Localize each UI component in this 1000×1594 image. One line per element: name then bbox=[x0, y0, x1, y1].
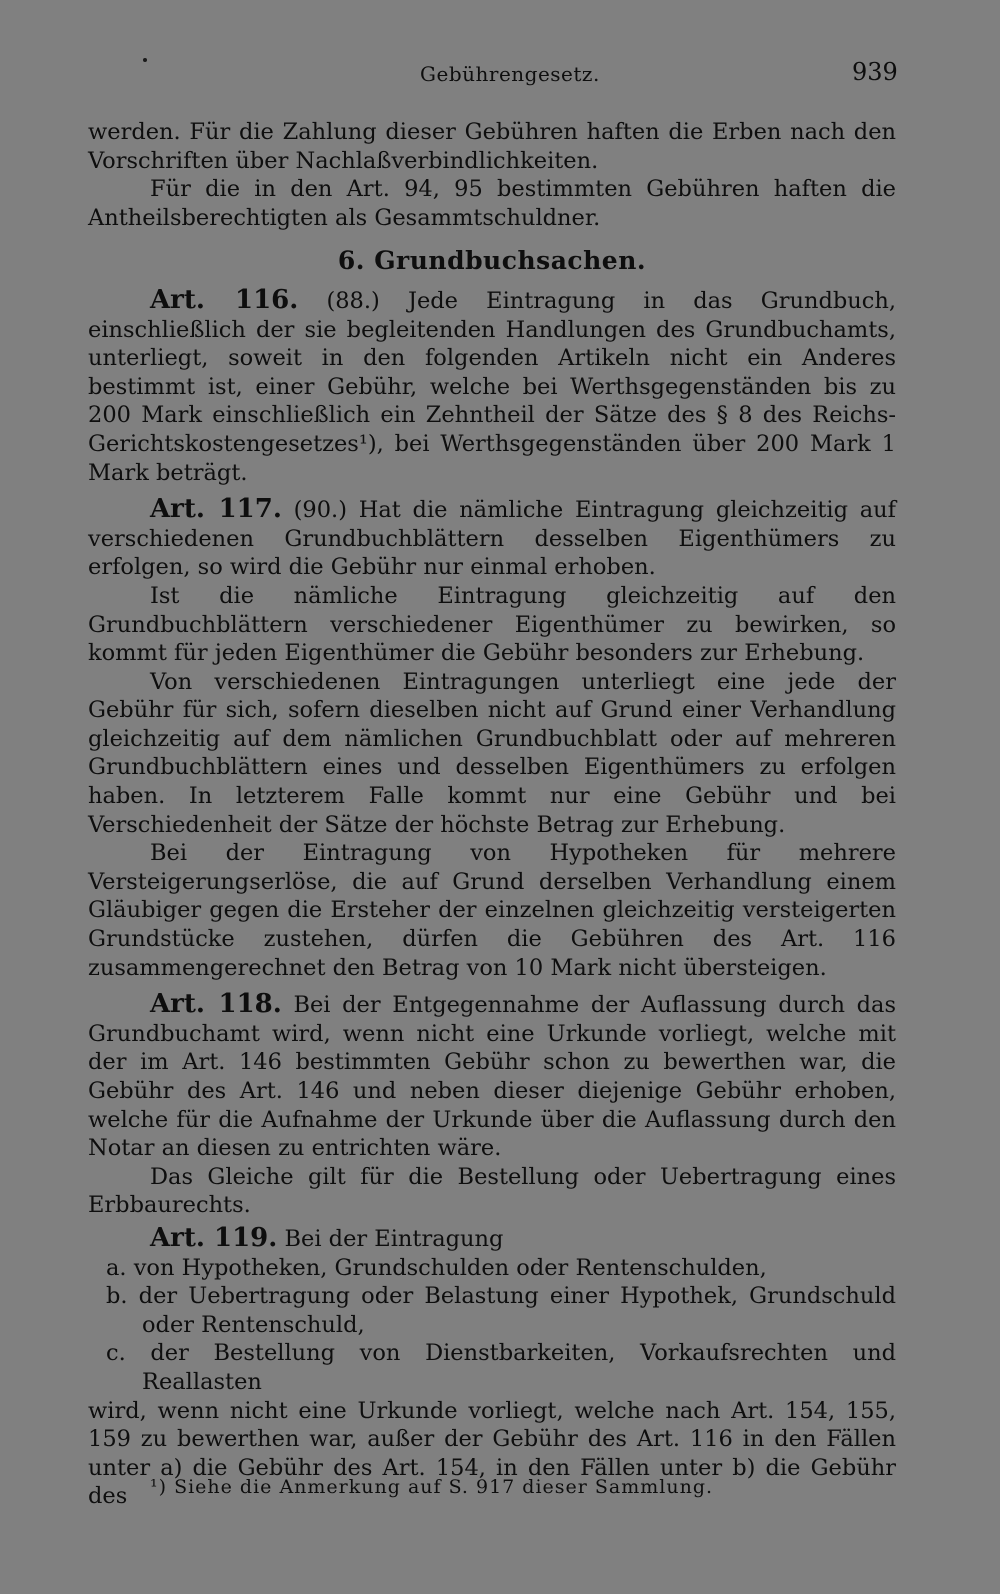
article-117-paragraph-2: Ist die nämliche Eintragung gleichzeitig auf den Grundbuchblättern verschiedener Eigenthümer zu bewirken, so kommt für jeden Eigenthümer die Gebühr besonders zur Erhebung. bbox=[88, 582, 896, 667]
article-117 bbox=[88, 495, 896, 582]
article-117-label: Art. 117. bbox=[150, 494, 282, 525]
article-117-paragraph-3: Von verschiedenen Eintragungen unterliegt eine jede der Gebühr für sich, sofern dieselben nicht auf Grund einer Verhandlung gleichzeitig auf dem nämlichen Grundbuchblatt oder auf mehreren Grundbuchblättern eines und desselben Eigenthümers zu erfolgen haben. In letzterem Falle kommt nur eine Gebühr und bei Verschiedenheit der Sätze der höchste Betrag zur Erhebung. bbox=[88, 668, 896, 838]
page-number: 939 bbox=[852, 58, 898, 86]
article-117-paragraph-4: Bei der Eintragung von Hypotheken für mehrere Versteigerungserlöse, die auf Grund derselben Verhandlung einem Gläubiger gegen die Ersteher der einzelnen gleichzeitig versteigerten Grundstücke zustehen, dürfen die Gebühren des Art. 116 zusammengerechnet den Betrag von 10 Mark nicht übersteigen. bbox=[88, 840, 896, 981]
article-118 bbox=[88, 990, 896, 1163]
running-head: Gebührengesetz. bbox=[420, 62, 600, 86]
article-119-item-a: a. von Hypotheken, Grundschulden oder Rentenschulden, bbox=[106, 1254, 767, 1281]
cut-off-line bbox=[88, 1511, 896, 1525]
article-118-text: Bei der Entgegennahme der Auflassung durch das Grundbuchamt wird, wenn nicht eine Urkunde vorliegt, welche mit der im Art. 146 bestimmten Gebühr schon zu bewerthen war, die Gebühr des Art. 146 und neben dieser diejenige Gebühr erhoben, welche für die Aufnahme der Urkunde über die Auflassung durch den Notar an diesen zu entrichten wäre. bbox=[88, 992, 896, 1162]
article-119-label: Art. 119. bbox=[150, 1222, 278, 1253]
article-116-label: Art. 116. bbox=[150, 284, 299, 315]
body-text bbox=[88, 118, 896, 1525]
article-117-text: (90.) Hat die nämliche Eintragung gleichzeitig auf verschiedenen Grundbuchblättern desselben Eigenthümers zu erfolgen, so wird die Gebühr nur einmal erhoben. bbox=[88, 497, 896, 581]
footnote: ¹) Siehe die Anmerkung auf S. 917 dieser Sammlung. bbox=[150, 1476, 714, 1498]
article-118-label: Art. 118. bbox=[150, 989, 282, 1020]
article-116-text: (88.) Jede Eintragung in das Grundbuch, einschließlich der sie begleitenden Handlungen des Grundbuchamts, unterliegt, soweit in den folgenden Artikeln nicht ein Anderes bestimmt ist, einer Gebühr, welche bei Werthsgegenständen bis zu 200 Mark einschließlich ein Zehntheil der Sätze des § 8 des Reichs-Gerichtskostengesetzes¹), bei Werthsgegenständen über 200 Mark 1 Mark beträgt. bbox=[88, 287, 896, 486]
article-116 bbox=[88, 286, 896, 487]
article-119-text: Bei der Eintragung bbox=[277, 1225, 504, 1252]
paragraph-joint-liability: Für die in den Art. 94, 95 bestimmten Gebühren haften die Antheilsberechtigten als Gesammtschuldner. bbox=[88, 176, 896, 231]
article-119 bbox=[88, 1224, 896, 1254]
article-119-item-c: c. der Bestellung von Dienstbarkeiten, Vorkaufsrechten und Reallasten bbox=[106, 1340, 896, 1395]
section-heading: 6. Grundbuchsachen. bbox=[337, 246, 647, 276]
article-119-continuation: wird, wenn nicht eine Urkunde vorliegt, welche nach Art. 154, 155, 159 zu bewerthen war, außer der Gebühr des Art. 116 in den Fällen unter a) die Gebühr des Art. 154, in den Fällen unter b) die Gebühr des bbox=[88, 1397, 896, 1510]
article-119-item-b: b. der Uebertragung oder Belastung einer Hypothek, Grundschuld oder Rentenschuld, bbox=[106, 1283, 896, 1338]
speck-mark bbox=[143, 58, 147, 62]
paragraph-continuation: werden. Für die Zahlung dieser Gebühren haften die Erben nach den Vorschriften über Nachlaßverbindlichkeiten. bbox=[88, 119, 896, 174]
article-118-paragraph-2: Das Gleiche gilt für die Bestellung oder Uebertragung eines Erbbaurechts. bbox=[88, 1163, 896, 1219]
